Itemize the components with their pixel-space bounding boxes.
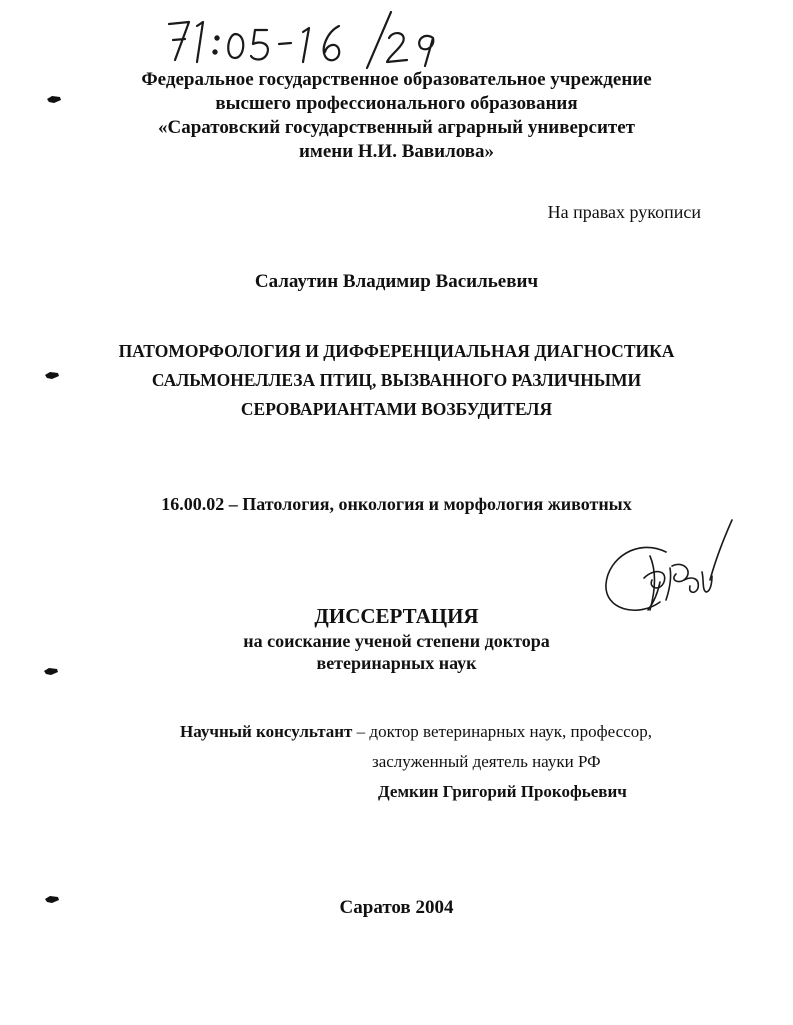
- thesis-title-line-3: СЕРОВАРИАНТАМИ ВОЗБУДИТЕЛЯ: [240, 399, 553, 419]
- consultant-row-1: [180, 717, 740, 747]
- consultant-credentials-1: доктор ветеринарных наук, профессор,: [369, 722, 652, 741]
- institution-line-2: высшего профессионального образования: [215, 93, 578, 114]
- institution-line-1: Федеральное государственное образовательное учреждение: [141, 69, 652, 90]
- specialty-code: 16.00.02 – Патология, онкология и морфология животных: [161, 494, 632, 514]
- consultant-name: Демкин Григорий Прокофьевич: [378, 782, 627, 801]
- institution-line-4: имени Н.И. Вавилова»: [298, 141, 495, 162]
- binder-hole-mark-icon: [44, 367, 60, 377]
- thesis-title-line-2: САЛЬМОНЕЛЛЕЗА ПТИЦ, ВЫЗВАННОГО РАЗЛИЧНЫМИ: [151, 370, 642, 390]
- thesis-title-line-1: ПАТОМОРФОЛОГИЯ И ДИФФЕРЕНЦИАЛЬНАЯ ДИАГНОСТИКА: [118, 341, 675, 361]
- consultant-label: Научный консультант: [180, 722, 353, 741]
- degree-line-1: на соискание ученой степени доктора: [243, 631, 550, 651]
- binder-hole-mark-icon: [44, 891, 60, 901]
- institution-line-3: «Саратовский государственный аграрный университет: [157, 117, 635, 138]
- institution-header: [0, 68, 793, 164]
- consultant-block: [180, 717, 740, 807]
- work-type: ДИССЕРТАЦИЯ: [314, 604, 479, 628]
- city-year: Саратов 2004: [339, 897, 454, 918]
- degree-block: [0, 630, 793, 674]
- manuscript-note: На правах рукописи: [547, 202, 701, 222]
- thesis-title: [0, 337, 793, 424]
- author-name: Салаутин Владимир Васильевич: [254, 271, 539, 292]
- binder-hole-mark-icon: [43, 663, 59, 673]
- consultant-dash: –: [352, 722, 370, 741]
- binder-hole-mark-icon: [46, 91, 62, 101]
- handwritten-archive-code: [163, 8, 453, 70]
- degree-line-2: ветеринарных наук: [316, 653, 477, 673]
- consultant-credentials-2: заслуженный деятель науки РФ: [372, 752, 601, 771]
